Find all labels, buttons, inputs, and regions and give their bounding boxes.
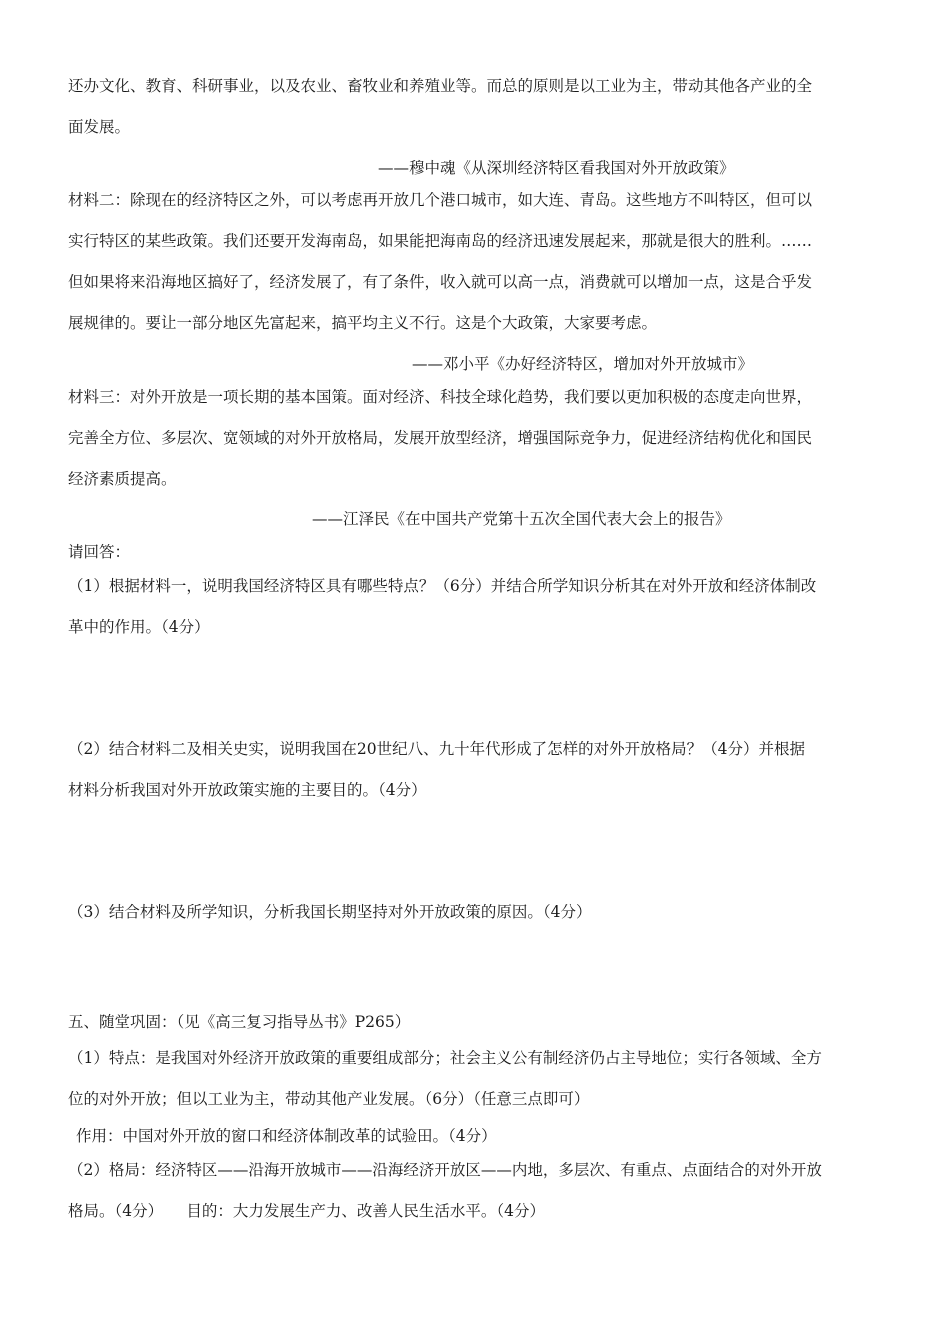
material-3-source: ——江泽民《在中国共产党第十五次全国代表大会上的报告》 — [312, 510, 731, 528]
answer-1-role: 作用：中国对外开放的窗口和经济体制改革的试验田。（4分） — [76, 1127, 497, 1145]
material-1-line-2: 面发展。 — [68, 118, 131, 136]
question-1-line-2: 革中的作用。（4分） — [68, 618, 210, 636]
material-3-line-2: 完善全方位、多层次、宽领域的对外开放格局，发展开放型经济，增强国际竞争力，促进经济结构优化和国民 — [68, 429, 813, 447]
material-1-line-1: 还办文化、教育、科研事业，以及农业、畜牧业和养殖业等。而总的原则是以工业为主，带动其他各产业的全 — [68, 77, 813, 95]
answer-2-line-1: （2）格局：经济特区——沿海开放城市——沿海经济开放区——内地，多层次、有重点、点面结合的对外开放 — [68, 1161, 822, 1179]
material-2-source: ——邓小平《办好经济特区，增加对外开放城市》 — [412, 355, 754, 373]
questions-prompt: 请回答： — [68, 543, 131, 561]
material-2-line-2: 实行特区的某些政策。我们还要开发海南岛，如果能把海南岛的经济迅速发展起来，那就是很大的胜利。…… — [68, 232, 813, 250]
answer-2-line-2: 格局。（4分） 目的：大力发展生产力、改善人民生活水平。（4分） — [68, 1202, 545, 1220]
material-2-line-1: 材料二：除现在的经济特区之外，可以考虑再开放几个港口城市，如大连、青岛。这些地方不叫特区，但可以 — [68, 191, 813, 209]
question-2-line-2: 材料分析我国对外开放政策实施的主要目的。（4分） — [68, 781, 427, 799]
material-3-line-1: 材料三：对外开放是一项长期的基本国策。面对经济、科技全球化趋势，我们要以更加积极的态度走向世界， — [68, 388, 813, 406]
material-2-line-3: 但如果将来沿海地区搞好了，经济发展了，有了条件，收入就可以高一点，消费就可以增加一点，这是合乎发 — [68, 273, 813, 291]
question-3-line-1: （3）结合材料及所学知识，分析我国长期坚持对外开放政策的原因。（4分） — [68, 903, 592, 921]
question-2-line-1: （2）结合材料二及相关史实，说明我国在20世纪八、九十年代形成了怎样的对外开放格局？（4分）并根据 — [68, 740, 805, 758]
question-1-line-1: （1）根据材料一，说明我国经济特区具有哪些特点？（6分）并结合所学知识分析其在对外开放和经济体制改 — [68, 577, 817, 595]
material-3-line-3: 经济素质提高。 — [68, 470, 177, 488]
answers-heading: 五、随堂巩固：（见《高三复习指导丛书》P265） — [68, 1013, 411, 1031]
material-1-source: ——穆中魂《从深圳经济特区看我国对外开放政策》 — [378, 159, 735, 177]
answer-1-line-1: （1）特点：是我国对外经济开放政策的重要组成部分；社会主义公有制经济仍占主导地位；实行各领域、全方 — [68, 1049, 822, 1067]
material-2-line-4: 展规律的。要让一部分地区先富起来，搞平均主义不行。这是个大政策，大家要考虑。 — [68, 314, 658, 332]
answer-1-line-2: 位的对外开放；但以工业为主，带动其他产业发展。（6分）（任意三点即可） — [68, 1090, 590, 1108]
